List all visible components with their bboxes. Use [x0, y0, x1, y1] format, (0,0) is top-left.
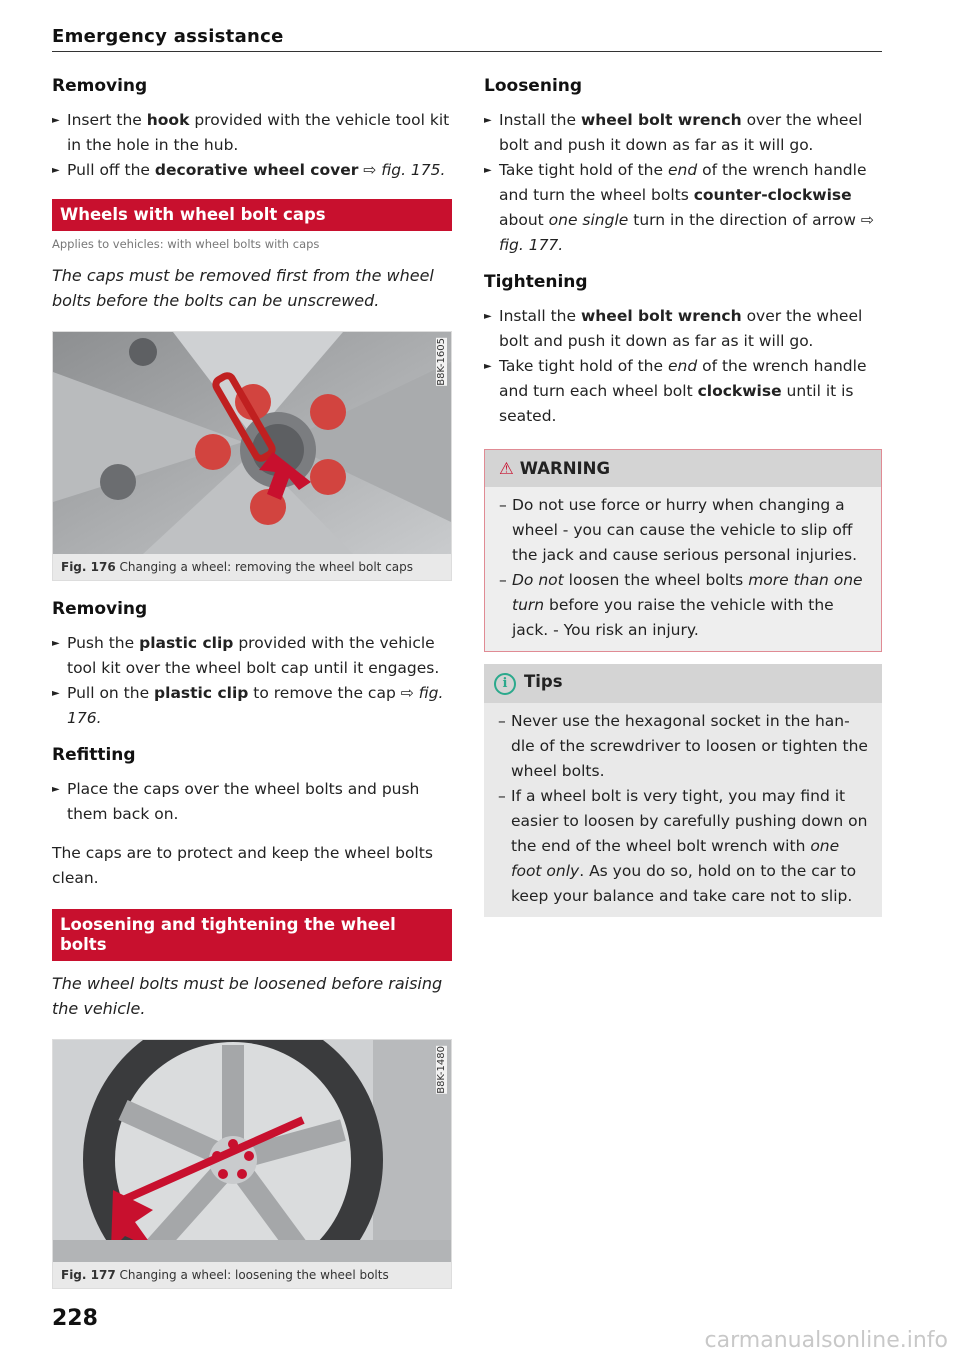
warning-list: [485, 487, 881, 651]
caps-intro: The caps must be removed first from the wheel bolts before the bolts can be unscrewed.: [52, 266, 434, 310]
tips-list: [484, 703, 882, 917]
list-item: ► Insert the hook provided with the vehicle tool kit in the hole in the hub.: [52, 108, 452, 158]
removing-heading-2: Removing: [52, 599, 148, 619]
list-item: – Do not use force or hurry when changing a wheel - you can cause the vehicle to slip off the jack and cause serious personal injuries.: [499, 493, 867, 568]
loosening-wheel-bolts-illustration: [53, 1040, 451, 1262]
removing-list-1: [52, 108, 452, 183]
applies-note: Applies to vehicles: with wheel bolts with caps: [52, 237, 320, 251]
tightening-list: [484, 304, 882, 429]
image-code: B8K-1480: [436, 1046, 447, 1094]
removing-list-2: [52, 631, 452, 731]
list-item: – If a wheel bolt is very tight, you may find it easier to loosen by carefully pushing down on the end of the wheel bolt wrench with one foot only. As you do so, hold on to the car to keep your balance and take care not to slip.: [498, 784, 868, 909]
tightening-heading: Tightening: [484, 272, 588, 292]
bolts-section-title: Loosening and tightening the wheel bolts: [52, 909, 452, 961]
bolts-intro: The wheel bolts must be loosened before raising the vehicle.: [52, 974, 443, 1018]
wheel-bolt-caps-illustration: [53, 332, 451, 554]
list-item: ► Take tight hold of the end of the wrench handle and turn the wheel bolts counter-clockwise about one single turn in the direction of arrow ⇨ fig. 177.: [484, 158, 882, 258]
tips-box: [484, 664, 882, 917]
list-item: ► Install the wheel bolt wrench over the wheel bolt and push it down as far as it will go.: [484, 304, 882, 354]
section-title: Emergency assistance: [52, 26, 284, 47]
image-code: B8K-1605: [436, 338, 447, 386]
info-icon: i: [494, 673, 516, 695]
caps-paragraph: The caps are to protect and keep the wheel bolts clean.: [52, 844, 433, 887]
list-item: ► Take tight hold of the end of the wrench handle and turn each wheel bolt clockwise until it is seated.: [484, 354, 882, 429]
fig-reference[interactable]: ⇨ fig. 177.: [499, 211, 874, 254]
watermark: carmanualsonline.info: [704, 1328, 948, 1353]
figure-caption: Fig. 176 Changing a wheel: removing the wheel bolt caps: [53, 554, 451, 580]
list-item: ► Pull off the decorative wheel cover ⇨ fig. 175.: [52, 158, 452, 183]
refitting-list: [52, 777, 452, 827]
left-column: [52, 72, 452, 1289]
figure-caption: Fig. 177 Changing a wheel: loosening the wheel bolts: [53, 1262, 451, 1288]
list-item: ► Push the plastic clip provided with the vehicle tool kit over the wheel bolt cap until it engages.: [52, 631, 452, 681]
list-item: – Never use the hexagonal socket in the han-dle of the screwdriver to loosen or tighten the wheel bolts.: [498, 709, 868, 784]
removing-heading-1: Removing: [52, 76, 148, 96]
figure-177: [52, 1039, 452, 1289]
list-item: ► Place the caps over the wheel bolts and push them back on.: [52, 777, 452, 827]
list-item: – Do not loosen the wheel bolts more than one turn before you raise the vehicle with the jack. - You risk an injury.: [499, 568, 867, 643]
list-item: ► Install the wheel bolt wrench over the wheel bolt and push it down as far as it will go.: [484, 108, 882, 158]
page-header: [52, 26, 882, 52]
warning-header: ⚠ WARNING: [485, 450, 881, 487]
tips-header: i Tips: [484, 664, 882, 703]
warning-box: [484, 449, 882, 652]
list-item: ► Pull on the plastic clip to remove the cap ⇨ fig. 176.: [52, 681, 452, 731]
caps-section-title: Wheels with wheel bolt caps: [52, 199, 452, 231]
right-column: [484, 72, 882, 917]
fig-reference[interactable]: ⇨ fig. 176.: [67, 684, 444, 727]
figure-176: [52, 331, 452, 581]
fig-reference[interactable]: fig. 175.: [381, 161, 446, 179]
loosening-heading: Loosening: [484, 76, 583, 96]
page-number: 228: [52, 1306, 98, 1331]
refitting-heading: Refitting: [52, 745, 136, 765]
warning-triangle-icon: ⚠: [499, 459, 514, 478]
loosening-list: [484, 108, 882, 258]
